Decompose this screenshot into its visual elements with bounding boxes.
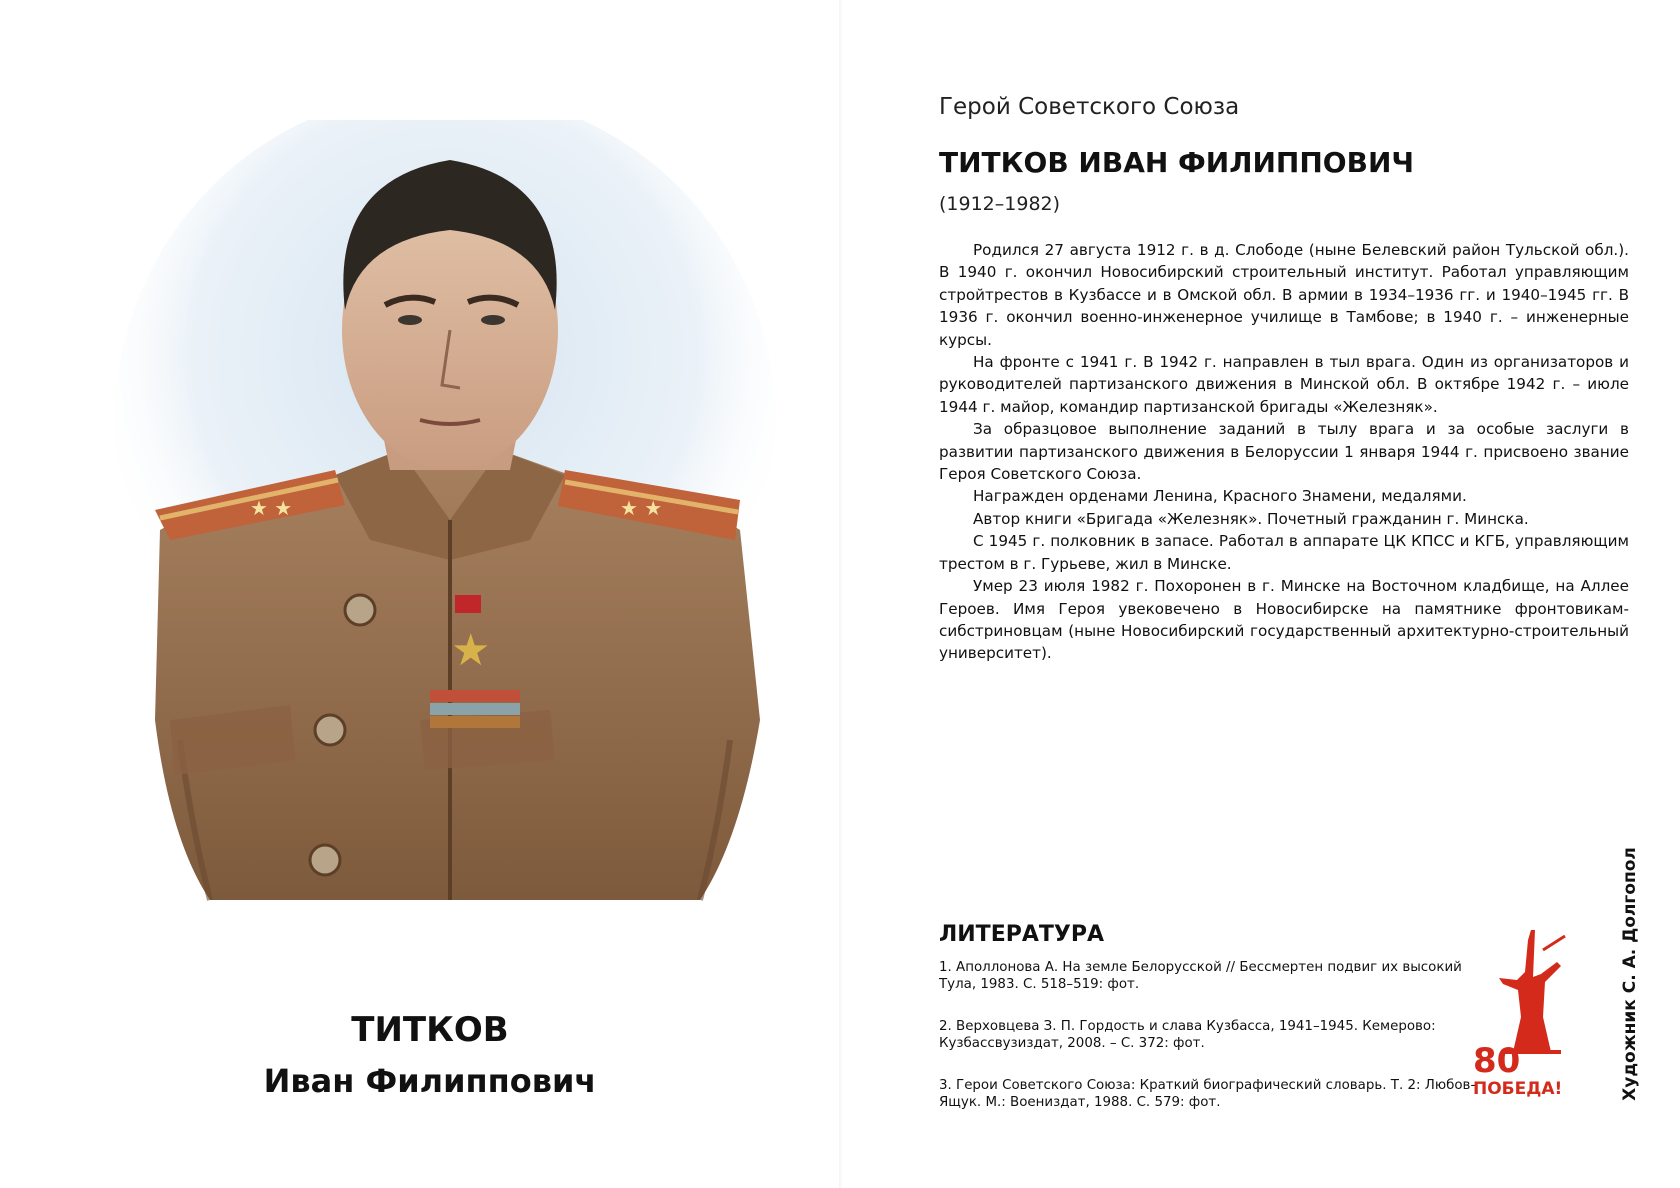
bio-paragraph: На фронте с 1941 г. В 1942 г. направлен в тыл врага. Один из организаторов и руководителей партизанского движения в Минской обл. В октябре 1942 г. – июле 1944 г. майор, командир партизанской бригады «Железняк». [939, 353, 1629, 416]
caption-surname: ТИТКОВ [351, 1010, 509, 1050]
svg-text:★ ★: ★ ★ [620, 496, 663, 520]
portrait-illustration [100, 120, 800, 970]
hero-years: (1912–1982) [939, 193, 1061, 215]
bio-paragraph: Автор книги «Бригада «Железняк». Почетный гражданин г. Минска. [973, 509, 1529, 528]
right-page [843, 0, 1680, 1188]
artist-credit-text: Художник С. А. Долгопол [1620, 846, 1640, 1101]
biography-text [939, 239, 1629, 665]
logo-number: 80 [1473, 1041, 1521, 1081]
literature-item: 3. Герои Советского Союза: Краткий биографический словарь. Т. 2: Любов-Ящук. М.: Воениздат, 1988. С. 579: фот. [939, 1078, 1476, 1110]
caption-names: Иван Филиппович [263, 1062, 597, 1100]
bio-paragraph: Умер 23 июля 1982 г. Похоронен в г. Минске на Восточном кладбище, на Аллее Героев. Имя Героя увековечено в Новосибирске на памятнике фронтовикам-сибстриновцам (ныне Новосибирский государственный архитектурно-строительный университет). [939, 577, 1629, 663]
victory-80-logo [1473, 922, 1573, 1102]
literature-list [939, 959, 1499, 1136]
bio-paragraph: С 1945 г. полковник в запасе. Работал в аппарате ЦК КПСС и КГБ, управляющим трестом в г. Гурьеве, жил в Минске. [939, 532, 1629, 573]
bio-paragraph: За образцовое выполнение заданий в тылу врага и за особые заслуги в развитии партизанского движения в Белоруссии 1 января 1944 г. присвоено звание Героя Советского Союза. [939, 420, 1629, 484]
literature-heading: ЛИТЕРАТУРА [939, 922, 1104, 947]
artist-credit [1613, 846, 1647, 1101]
literature-item: 2. Верховцева З. П. Гордость и слава Кузбасса, 1941–1945. Кемерово: Кузбассвузиздат, 2008. – С. 372: фот. [939, 1019, 1436, 1051]
svg-text:★ ★: ★ ★ [250, 496, 293, 520]
literature-item: 1. Аполлонова А. На земле Белорусской // Бессмертен подвиг их высокий Тула, 1983. С. 518–519: фот. [939, 960, 1462, 992]
hero-subtitle: Герой Советского Союза [939, 94, 1240, 120]
bio-paragraph: Родился 27 августа 1912 г. в д. Слободе (ныне Белевский район Тульской обл.). В 1940 г. окончил Новосибирский строительный институт. Работал управляющим стройтрестов в Кузбассе и в Омской обл. В армии в 1934–1936 гг. и 1940–1945 гг. В 1936 г. окончил военно-инженерное училище в Тамбове; в 1940 г. – инженерные курсы. [939, 241, 1629, 349]
logo-word: ПОБЕДА! [1473, 1079, 1563, 1099]
hero-name-heading: ТИТКОВ ИВАН ФИЛИППОВИЧ [939, 146, 1415, 179]
svg-text:★: ★ [451, 625, 491, 676]
bio-paragraph: Награжден орденами Ленина, Красного Знамени, медалями. [973, 487, 1467, 506]
